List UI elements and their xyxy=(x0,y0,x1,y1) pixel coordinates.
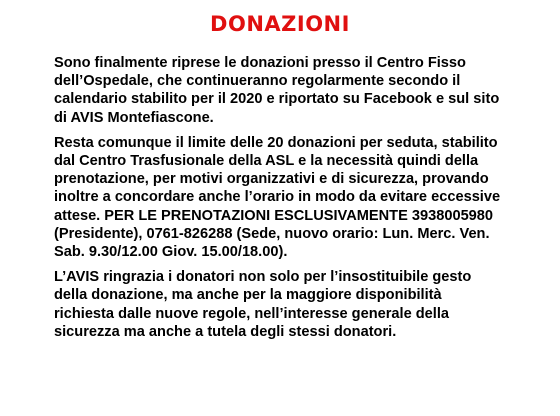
text-line: dell’Ospedale, che continueranno regolarmente secondo il xyxy=(54,73,461,90)
document-body xyxy=(54,54,554,348)
text-line: richiesta dalle nuove regole, nell’interesse generale della xyxy=(54,305,450,322)
text-line: calendario stabilito per il 2020 e riportato su Facebook e sul sito xyxy=(54,91,500,108)
paragraph-thanks xyxy=(54,268,554,341)
text-line: Sono finalmente riprese le donazioni presso il Centro Fisso xyxy=(54,55,466,71)
text-line: (Presidente), 0761-826288 (Sede, nuovo orario: Lun. Merc. Ven. xyxy=(54,225,490,242)
text-line: Sab. 9.30/12.00 Giov. 15.00/18.00). xyxy=(54,244,288,261)
text-line: attese. PER LE PRENOTAZIONI ESCLUSIVAMENTE 3938005980 xyxy=(54,207,494,224)
text-line: della donazione, ma anche per la maggiore disponibilità xyxy=(54,287,442,304)
text-line: L’AVIS ringrazia i donatori non solo per l’insostituibile gesto xyxy=(54,269,472,286)
document-title: DONAZIONI xyxy=(210,12,350,36)
text-line: inoltre a concordare anche l’orario in modo da evitare eccessive xyxy=(54,189,501,206)
paragraph-donations-resumed xyxy=(54,54,554,127)
paragraph-booking-limits xyxy=(54,134,554,261)
text-line: sicurezza ma anche a tutela degli stessi donatori. xyxy=(54,323,397,340)
text-line: dal Centro Trasfusionale della ASL e la necessità quindi della xyxy=(54,153,479,170)
text-line: Resta comunque il limite delle 20 donazioni per seduta, stabilito xyxy=(54,134,498,151)
text-line: di AVIS Montefiascone. xyxy=(54,109,214,126)
text-line: prenotazione, per motivi organizzativi e di sicurezza, provando xyxy=(54,171,489,188)
